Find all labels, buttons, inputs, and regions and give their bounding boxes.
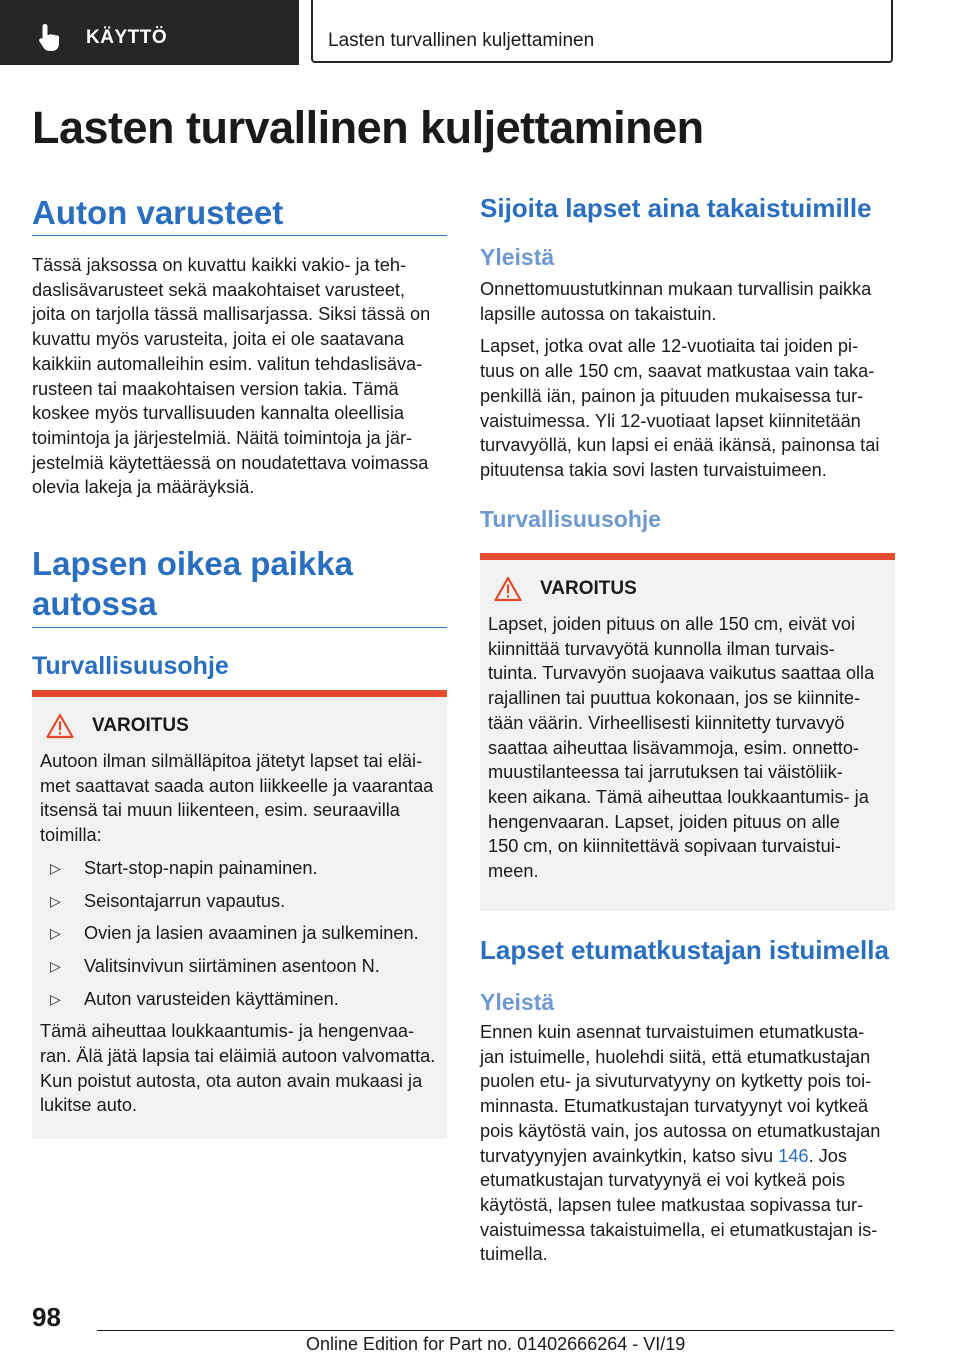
warning-title: VAROITUS	[540, 578, 637, 599]
paragraph-takaistuin-2: Lapset, jotka ovat alle 12-vuotiaita tai joiden pi‐ tuus on alle 150 cm, saavat matkustaa vain taka‐ penkillä iän, painon ja pituuden mukaisessa tur‐ vaistuimessa. Yli 12-vuotiaat lapset kiinnitetään turvavyöllä, kun lapsi ei enää ikänsä, painonsa tai pituutensa takia sovi lasten turvaistuimeen.	[480, 336, 880, 480]
list-item: ▷ Start-stop-napin painaminen.	[40, 856, 439, 881]
warning-title: VAROITUS	[92, 715, 189, 736]
paragraph-etumatkustaja: Ennen kuin asennat turvaistuimen etumatkusta‐ jan istuimelle, huolehdi siitä, että etumatkustajan puolen etu- ja sivuturvatyyny on kytketty pois toi‐ minnasta. Etumatkustajan turvatyynyt voi kytkeä pois käytöstä vain, jos autossa on etumatkustajan turvatyynyjen avainkytkin, katso sivu 146. Jos etumatkustajan turvatyynyä ei voi kytkeä pois käytöstä, lapsen tulee matkustaa sopivassa tur‐ vaistuimessa takaistuimella, ei etumatkustajan is‐ tuimella.	[480, 1022, 881, 1265]
list-item: ▷ Auton varusteiden käyttäminen.	[40, 987, 439, 1012]
heading-etumatkustaja: Lapset etumatkustajan istuimella	[480, 935, 889, 965]
bullet-triangle-icon: ▷	[50, 892, 61, 909]
warning-intro: Autoon ilman silmälläpitoa jätetyt lapset tai eläi‐ met saattavat saada auton liikkeelle ja vaarantaa itsensä tai muun liikenteen, esim. seuraavilla toimilla:	[40, 751, 434, 846]
page-title: Lasten turvallinen kuljettaminen	[32, 102, 704, 153]
heading-auton-varusteet: Auton varusteet	[32, 194, 284, 231]
section-etumatkustaja	[480, 934, 895, 1267]
warning-box-right	[480, 553, 895, 911]
subheading-yleista: Yleistä	[480, 244, 555, 270]
left-column	[32, 193, 447, 500]
section-lapsen-paikka	[32, 544, 447, 682]
warning-triangle-icon	[46, 713, 74, 739]
warning-header	[488, 574, 887, 604]
subheading-turvallisuusohje: Turvallisuusohje	[32, 652, 229, 680]
warning-box-left	[32, 690, 447, 1139]
subheading-turvallisuusohje-right: Turvallisuusohje	[480, 505, 662, 532]
list-item: ▷ Ovien ja lasien avaaminen ja sulkeminen.	[40, 921, 439, 946]
paragraph-auton-varusteet: Tässä jaksossa on kuvattu kaikki vakio- ja teh‐ daslisävarusteet sekä maakohtaiset varusteet, joita on tarjolla tässä mallisarjassa. Siksi tässä on kuvattu myös varusteita, joita ei ole saatavana kaikkiin automalleihin esim. valitun tehdaslisäva‐ rusteen tai maakohtaisen version takia. Tämä koskee myös turvallisuuden kannalta oleellisia toimintoja ja järjestelmiä. Näitä toimintoja ja jär‐ jestelmiä käytettäessä on noudatettava voimassa olevia lakeja ja määräyksiä.	[32, 255, 431, 498]
warning-bullet-list	[40, 856, 439, 1012]
bullet-triangle-icon: ▷	[50, 990, 61, 1007]
right-column	[480, 192, 895, 533]
warning-text: Lapset, joiden pituus on alle 150 cm, eivät voi kiinnittää turvavyötä kunnolla ilman turvais‐ tuinta. Turvavyön suojaava vaikutus saattaa olla rajallinen tai puuttua kokonaan, jos se kiinnite‐ tään väärin. Virheellisesti kiinnitetty turvavyö saattaa aiheuttaa lisävammoja, esim. onnetto‐ muustilanteessa tai jarrutuksen tai väistöliik‐ keen aikana. Tämä aiheuttaa loukkaantumis- ja hengenvaaran. Lapset, joiden pituus on alle 150 cm, on kiinnitettävä sopivaan turvaistui‐ meen.	[488, 614, 875, 882]
heading-lapsen-paikka: Lapsen oikea paikka autossa	[32, 545, 353, 622]
bullet-triangle-icon: ▷	[50, 925, 61, 942]
section-label: KÄYTTÖ	[86, 27, 168, 48]
subheading-yleista-2: Yleistä	[480, 989, 555, 1015]
bullet-triangle-icon: ▷	[50, 957, 61, 974]
warning-header	[40, 711, 439, 741]
page-link-146[interactable]: 146	[778, 1145, 809, 1166]
warning-triangle-icon	[494, 576, 522, 602]
bullet-triangle-icon: ▷	[50, 859, 61, 876]
list-item: ▷ Valitsinvivun siirtäminen asentoon N.	[40, 954, 439, 979]
chapter-tab	[311, 0, 893, 63]
hand-pointer-icon	[36, 22, 64, 52]
chapter-label: Lasten turvallinen kuljettaminen	[328, 30, 595, 51]
section-tab	[0, 0, 299, 65]
page-number: 98	[32, 1302, 61, 1332]
footer-edition: Online Edition for Part no. 01402666264 - VI/19	[306, 1334, 686, 1354]
list-item: ▷ Seisontajarrun vapautus.	[40, 889, 439, 914]
footer-rule	[97, 1330, 894, 1331]
paragraph-takaistuin-1: Onnettomuustutkinnan mukaan turvallisin paikka lapsille autossa on takaistuin.	[480, 279, 872, 324]
warning-outro: Tämä aiheuttaa loukkaantumis- ja hengenvaa‐ ran. Älä jätä lapsia tai eläimiä autoon valvomatta. Kun poistut autosta, ota auton avain mukaasi ja lukitse auto.	[40, 1021, 436, 1116]
heading-takaistuimet: Sijoita lapset aina takaistuimille	[480, 193, 872, 223]
heading-rule	[32, 627, 447, 628]
heading-rule	[32, 235, 447, 236]
